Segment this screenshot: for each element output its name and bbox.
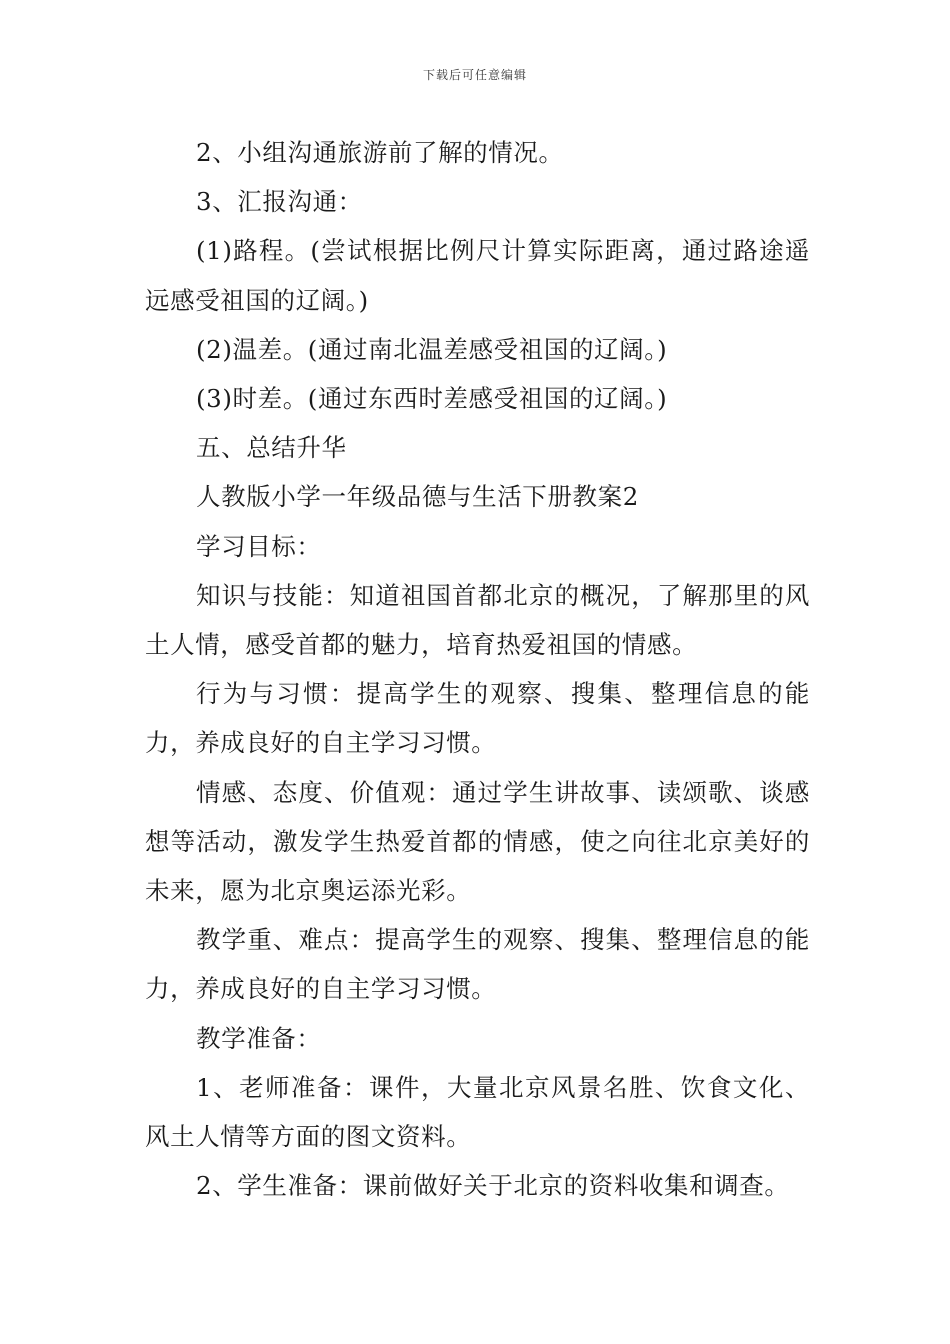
paragraph-knowledge-skills: 知识与技能：知道祖国首都北京的概况，了解那里的风土人情，感受首都的魅力，培育热爱祖国的情感。 [145,580,810,660]
document-body [145,128,810,1210]
lesson-title: 人教版小学一年级品德与生活下册教案2 [196,482,639,512]
paragraph-step-2: 2、小组沟通旅游前了解的情况。 [196,138,564,167]
paragraph-time-difference: (3)时差。(通过东西时差感受祖国的辽阔。) [196,384,668,414]
page-header: 下载后可任意编辑 [422,68,527,82]
paragraph-step-3: 3、汇报沟通： [196,187,363,217]
paragraph-student-prep: 2、学生准备：课前做好关于北京的资料收集和调查。 [196,1171,790,1201]
paragraph-key-difficulties: 教学重、难点：提高学生的观察、搜集、整理信息的能力，养成良好的自主学习习惯。 [145,925,810,1004]
paragraph-behavior-habits: 行为与习惯：提高学生的观察、搜集、整理信息的能力，养成良好的自主学习习惯。 [145,679,810,758]
heading-learning-goals: 学习目标： [196,531,322,561]
section-heading-summary: 五、总结升华 [196,433,347,463]
heading-preparation: 教学准备： [196,1023,322,1053]
paragraph-teacher-prep: 1、老师准备：课件，大量北京风景名胜、饮食文化、风土人情等方面的图文资料。 [145,1072,810,1152]
paragraph-temperature: (2)温差。(通过南北温差感受祖国的辽阔。) [196,334,668,364]
paragraph-distance: (1)路程。(尝试根据比例尺计算实际距离，通过路途遥远感受祖国的辽阔。) [145,236,810,315]
paragraph-emotion-values: 情感、态度、价值观：通过学生讲故事、读颂歌、谈感想等活动，激发学生热爱首都的情感，使之向往北京美好的未来，愿为北京奥运添光彩。 [145,777,810,906]
